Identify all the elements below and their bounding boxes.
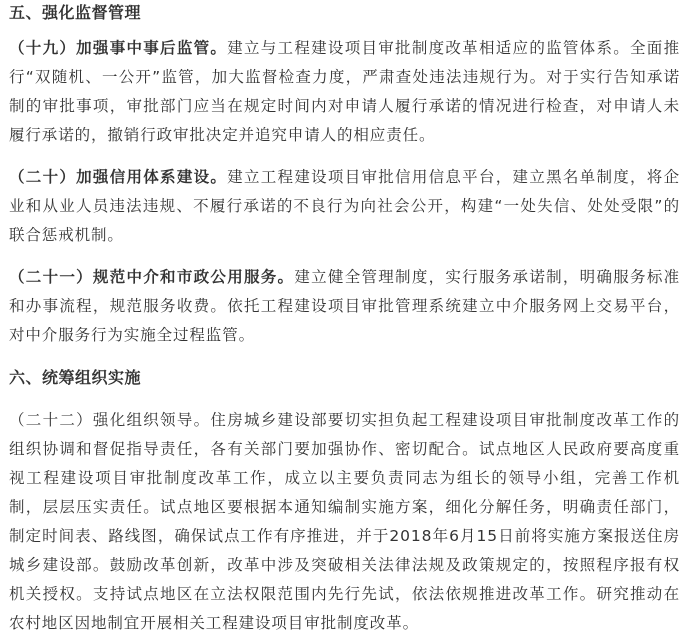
item-21-body: 建立健全管理制度，实行服务承诺制，明确服务标准和办事流程，规范服务收费。依托工程建设项目审批管理系统建立中介服务网上交易平台，对中介服务行为实施全过程监管。 xyxy=(9,268,680,344)
paragraph-item-20 xyxy=(9,163,680,250)
item-19-title: （十九）加强事中事后监管。 xyxy=(9,39,228,57)
item-20-body: 建立工程建设项目审批信用信息平台，建立黑名单制度，将企业和从业人员违法违规、不履行承诺的不良行为向社会公开，构建“一处失信、处处受限”的联合惩戒机制。 xyxy=(9,168,680,244)
section-heading-organization: 六、统筹组织实施 xyxy=(9,368,142,387)
paragraph-item-22 xyxy=(9,406,680,638)
item-22-body: 住房城乡建设部要切实担负起工程建设项目审批制度改革工作的组织协调和督促指导责任，各有关部门要加强协作、密切配合。试点地区人民政府要高度重视工程建设项目审批制度改革工作，成立以主要负责同志为组长的领导小组，完善工作机制，层层压实责任。试点地区要根据本通知编制实施方案，细化分解任务，明确责任部门，制定时间表、路线图，确保试点工作有序推进，并于2018年6月15日前将实施方案报送住房城乡建设部。鼓励改革创新，改革中涉及突破相关法律法规及政策规定的，按照程序报有权机关授权。支持试点地区在立法权限范围内先行先试，依法依规推进改革工作。研究推动在农村地区因地制宜开展相关工程建设项目审批制度改革。 xyxy=(9,411,680,632)
item-22-title: （二十二）强化组织领导。 xyxy=(9,411,211,429)
item-21-title: （二十一）规范中介和市政公用服务。 xyxy=(9,268,295,286)
item-20-title: （二十）加强信用体系建设。 xyxy=(9,168,228,186)
paragraph-item-19 xyxy=(9,34,680,150)
section-heading-supervision: 五、强化监督管理 xyxy=(9,3,142,22)
item-19-body: 建立与工程建设项目审批制度改革相适应的监管体系。全面推行“双随机、一公开”监管，加大监督检查力度，严肃查处违法违规行为。对于实行告知承诺制的审批事项，审批部门应当在规定时间内对申请人履行承诺的情况进行检查，对申请人未履行承诺的，撤销行政审批决定并追究申请人的相应责任。 xyxy=(9,39,680,144)
paragraph-item-21 xyxy=(9,263,680,350)
